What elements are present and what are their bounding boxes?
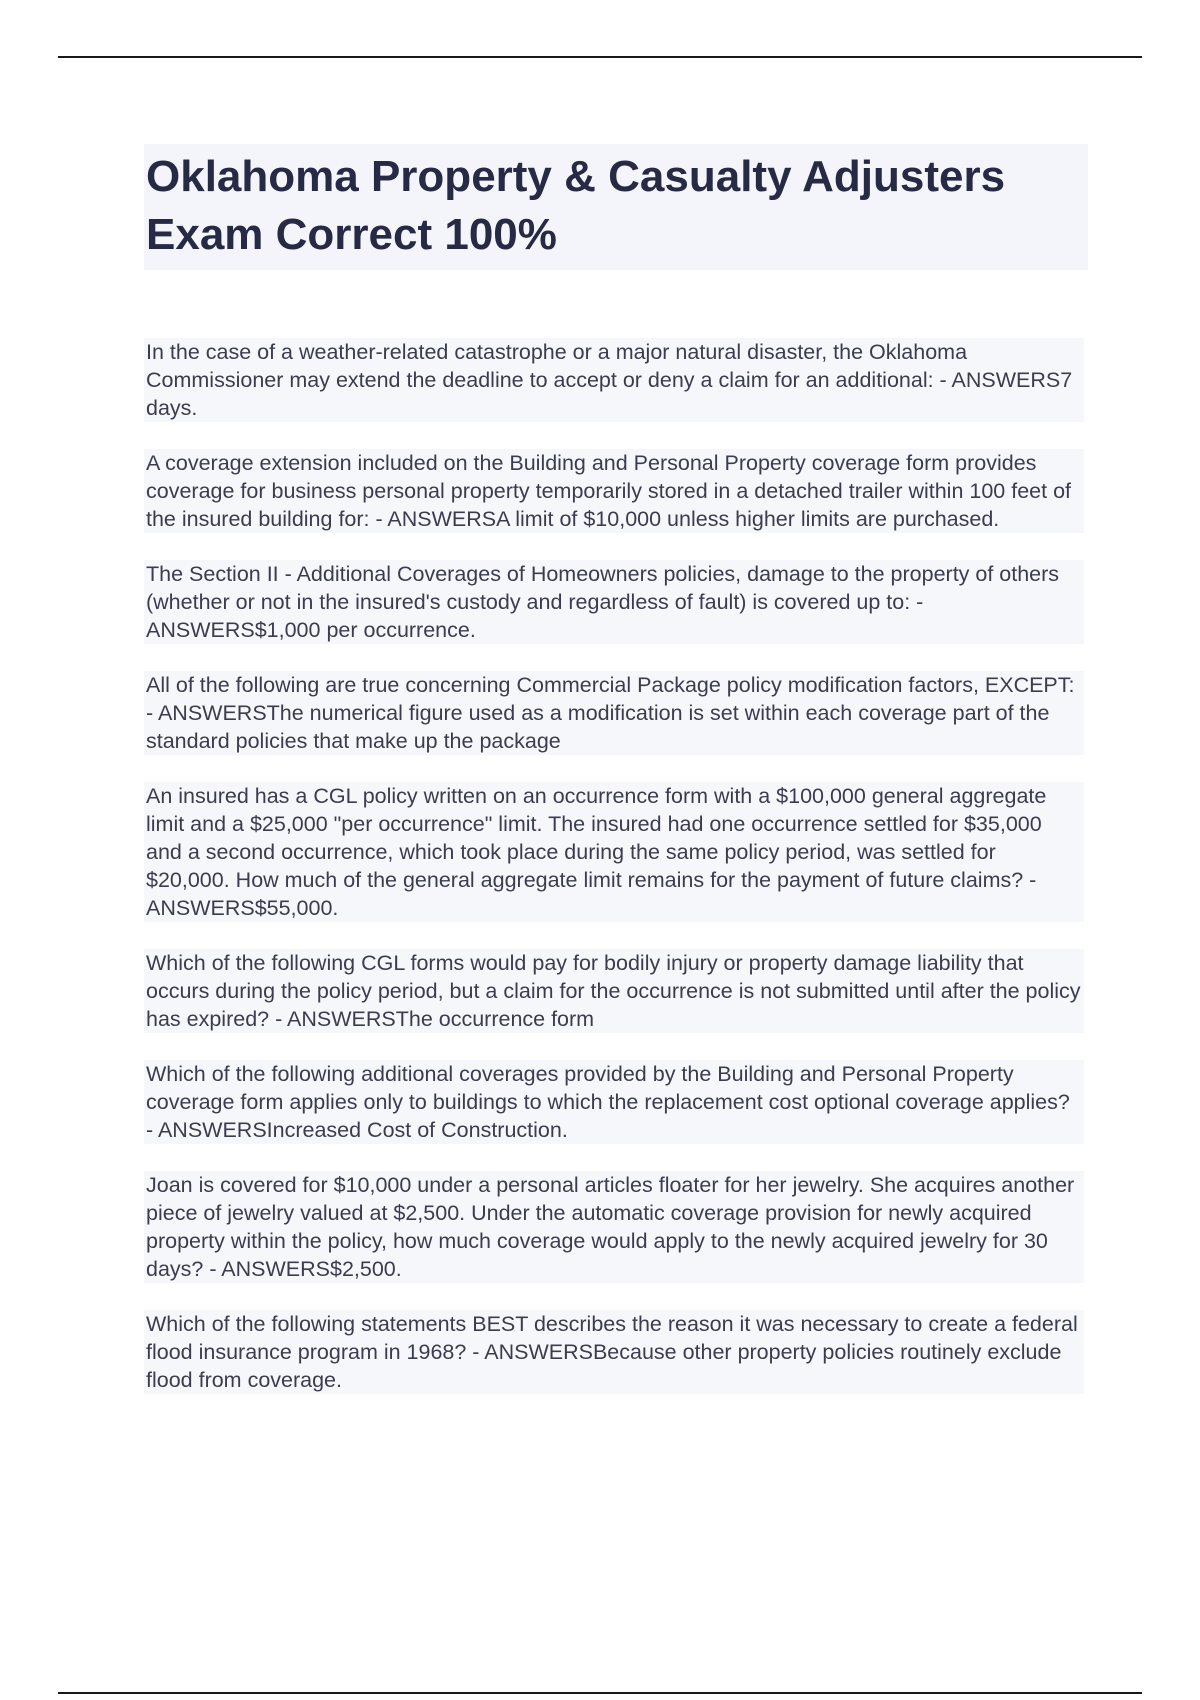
page-title: Oklahoma Property & Casualty Adjusters Exam Correct 100% [146, 152, 1006, 259]
qa-item: The Section II - Additional Coverages of Homeowners policies, damage to the property of others (whether or not in the insured's custody and regardless of fault) is covered up to: - ANSWERS$1,000 per occurrence. [144, 560, 1084, 644]
title-block [144, 144, 1088, 270]
qa-item: Which of the following additional coverages provided by the Building and Personal Property coverage form applies only to buildings to which the replacement cost optional coverage applies? - ANSWERSIncreased Cost of Construction. [144, 1060, 1084, 1144]
qa-item: Which of the following CGL forms would pay for bodily injury or property damage liability that occurs during the policy period, but a claim for the occurrence is not submitted until after the policy has expired? - ANSWERSThe occurrence form [144, 949, 1084, 1033]
qa-item: An insured has a CGL policy written on an occurrence form with a $100,000 general aggregate limit and a $25,000 "per occurrence" limit. The insured had one occurrence settled for $35,000 and a second occurrence, which took place during the same policy period, was settled for $20,000. How much of the general aggregate limit remains for the payment of future claims? - ANSWERS$55,000. [144, 782, 1084, 922]
bottom-rule [58, 1692, 1142, 1694]
qa-item: A coverage extension included on the Building and Personal Property coverage form provides coverage for business personal property temporarily stored in a detached trailer within 100 feet of the insured building for: - ANSWERSA limit of $10,000 unless higher limits are purchased. [144, 449, 1084, 533]
qa-item: Which of the following statements BEST describes the reason it was necessary to create a federal flood insurance program in 1968? - ANSWERSBecause other property policies routinely exclude flood from coverage. [144, 1310, 1084, 1394]
qa-item: In the case of a weather-related catastrophe or a major natural disaster, the Oklahoma Commissioner may extend the deadline to accept or deny a claim for an additional: - ANSWERS7 days. [144, 338, 1084, 422]
qa-item: Joan is covered for $10,000 under a personal articles floater for her jewelry. She acquires another piece of jewelry valued at $2,500. Under the automatic coverage provision for newly acquired property within the policy, how much coverage would apply to the newly acquired jewelry for 30 days? - ANSWERS$2,500. [144, 1171, 1084, 1283]
qa-list [144, 338, 1084, 1421]
qa-item: All of the following are true concerning Commercial Package policy modification factors, EXCEPT: - ANSWERSThe numerical figure used as a modification is set within each coverage part of the standard policies that make up the package [144, 671, 1084, 755]
top-rule [58, 56, 1142, 58]
